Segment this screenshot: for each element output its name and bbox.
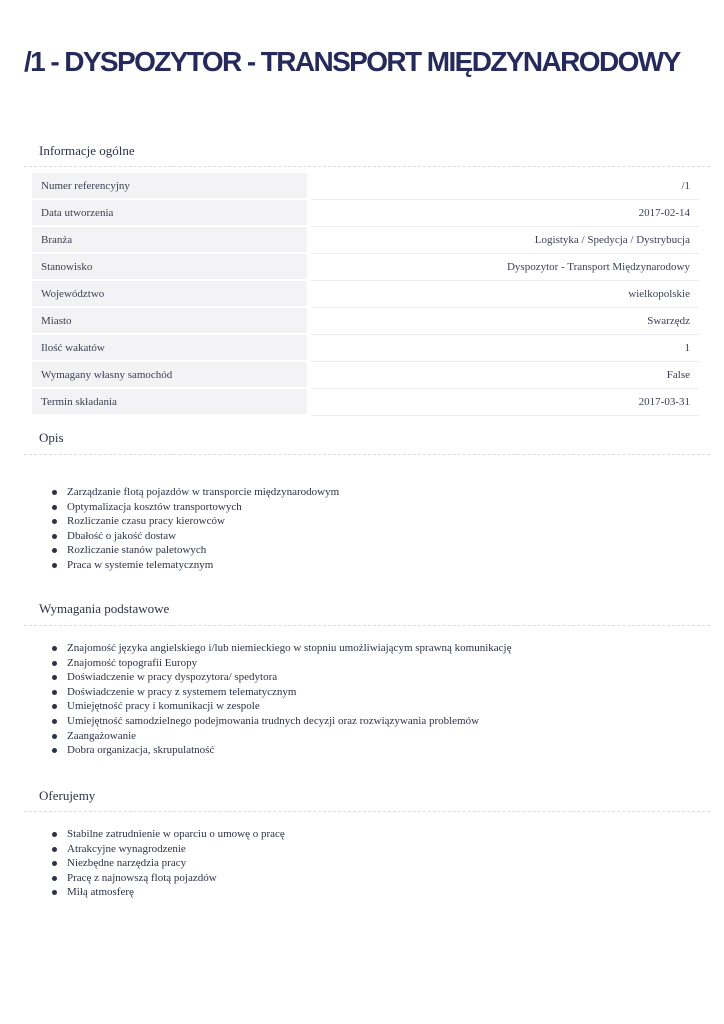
list-item: Znajomość języka angielskiego i/lub niemieckiego w stopniu umożliwiającym sprawną komunikację [52,641,511,656]
row-label: Miasto [32,308,307,335]
row-value: 2017-03-31 [311,389,699,416]
list-item: Praca w systemie telematycznym [52,558,339,573]
section-heading-general: Informacje ogólne [39,143,135,158]
table-row [32,227,699,254]
table-row [32,281,699,308]
list-item: Pracę z najnowszą flotą pojazdów [52,871,285,886]
table-row [32,389,699,416]
row-value: wielkopolskie [311,281,699,308]
row-label: Stanowisko [32,254,307,281]
row-value: Logistyka / Spedycja / Dystrybucja [311,227,699,254]
list-item: Umiejętność samodzielnego podejmowania trudnych decyzji oraz rozwiązywania problemów [52,714,511,729]
requirements-list [52,641,511,758]
list-item: Rozliczanie stanów paletowych [52,543,339,558]
row-label: Branża [32,227,307,254]
row-label: Termin składania [32,389,307,416]
table-row [32,308,699,335]
table-row [32,254,699,281]
info-table [32,173,699,416]
section-heading-offer: Oferujemy [39,788,96,803]
divider [24,811,710,812]
row-value: /1 [311,173,699,200]
divider [24,625,710,626]
divider [24,454,710,455]
row-label: Ilość wakatów [32,335,307,362]
section-heading-requirements: Wymagania podstawowe [39,601,170,616]
list-item: Rozliczanie czasu pracy kierowców [52,514,339,529]
list-item: Optymalizacja kosztów transportowych [52,500,339,515]
row-value: 2017-02-14 [311,200,699,227]
list-item: Doświadczenie w pracy z systemem telematycznym [52,685,511,700]
list-item: Zarządzanie flotą pojazdów w transporcie międzynarodowym [52,485,339,500]
row-value: Dyspozytor - Transport Międzynarodowy [311,254,699,281]
list-item: Atrakcyjne wynagrodzenie [52,842,285,857]
list-item: Dbałość o jakość dostaw [52,529,339,544]
list-item: Niezbędne narzędzia pracy [52,856,285,871]
description-list [52,485,339,573]
list-item: Stabilne zatrudnienie w oparciu o umowę o pracę [52,827,285,842]
row-label: Data utworzenia [32,200,307,227]
table-row [32,335,699,362]
list-item: Znajomość topografii Europy [52,656,511,671]
list-item: Umiejętność pracy i komunikacji w zespole [52,699,511,714]
row-label: Województwo [32,281,307,308]
row-value: 1 [311,335,699,362]
divider [24,166,710,167]
row-value: False [311,362,699,389]
table-row [32,173,699,200]
table-row [32,200,699,227]
table-row [32,362,699,389]
page-title: /1 - DYSPOZYTOR - TRANSPORT MIĘDZYNARODOWY [24,46,680,77]
section-heading-description: Opis [39,430,64,445]
list-item: Zaangażowanie [52,729,511,744]
list-item: Dobra organizacja, skrupulatność [52,743,511,758]
row-label: Numer referencyjny [32,173,307,200]
offer-list [52,827,285,900]
list-item: Miłą atmosferę [52,885,285,900]
row-value: Swarzędz [311,308,699,335]
list-item: Doświadczenie w pracy dyspozytora/ spedytora [52,670,511,685]
row-label: Wymagany własny samochód [32,362,307,389]
